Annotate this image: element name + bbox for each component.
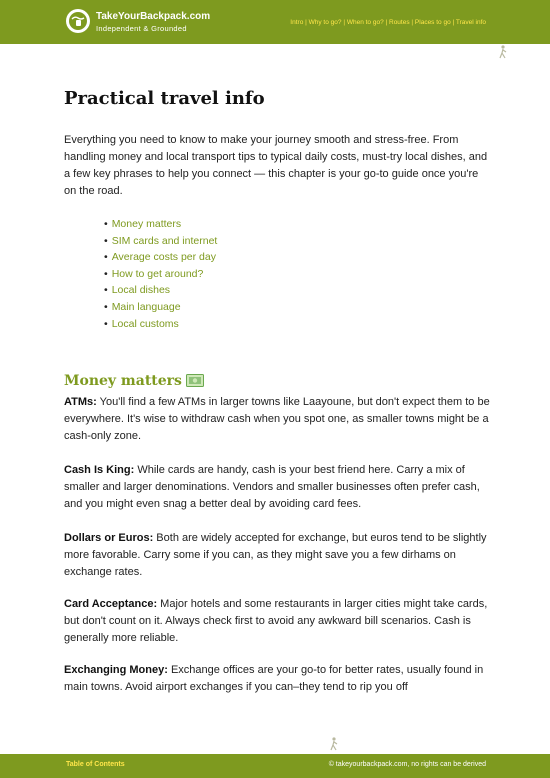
intro-paragraph: Everything you need to know to make your journey smooth and stress-free. From handling money and local transport tips to typical daily costs, must-try local dishes, and a few key phrases to help you connect — this chapter is your go-to guide once you're on the road. <box>64 134 488 197</box>
paragraph-text: Exchange offices are your go-to for better rates, usually found in main towns. Avoid airport exchanges if you can–they tend to rip you off <box>64 664 484 693</box>
paragraph-text: Major hotels and some restaurants in larger cities might take cards, but don't count on it. Always check first to avoid any awkward bill scenarios. Cash is generally more reliable. <box>64 598 488 644</box>
toc-item-label[interactable]: Average costs per day <box>111 251 216 264</box>
brand-name[interactable]: TakeYourBackpack.com <box>96 11 211 22</box>
toc-item-money-matters[interactable]: • Money matters <box>104 218 182 230</box>
nav-link-when-to-go[interactable]: When to go? <box>346 19 384 26</box>
paragraph-cash-is-king <box>64 462 490 512</box>
page-title: Practical travel info <box>64 88 265 109</box>
paragraph-label: Exchanging Money: <box>64 664 168 676</box>
nav-link-intro[interactable]: Intro <box>290 19 304 26</box>
paragraph-text: While cards are handy, cash is your best friend here. Carry a mix of smaller and larger denominations. Vendors and smaller businesses often prefer cash, and you might even snag a better deal by avoiding card fees. <box>64 464 480 510</box>
toc-item-local-dishes[interactable]: • Local dishes <box>104 284 171 297</box>
toc-item-getting-around[interactable]: • How to get around? <box>104 267 204 280</box>
toc-item-sim-cards[interactable]: • SIM cards and internet <box>104 234 218 247</box>
paragraph-exchanging-money <box>64 662 490 696</box>
toc-item-label[interactable]: Local dishes <box>111 284 171 297</box>
paragraph-atms <box>64 394 490 444</box>
paragraph-label: Dollars or Euros: <box>64 532 154 544</box>
toc-item-local-customs[interactable]: • Local customs <box>104 317 179 330</box>
nav-link-travel-info[interactable]: Travel info <box>455 19 486 26</box>
nav-link-routes[interactable]: Routes <box>389 19 410 26</box>
paragraph-label: Cash Is King: <box>64 464 135 476</box>
paragraph-text: Both are widely accepted for exchange, but euros tend to be slightly more favorable. Carry some if you can, as they might save you a few dirhams on exchange rates. <box>64 532 487 578</box>
toc-item-label[interactable]: SIM cards and internet <box>111 234 218 247</box>
toc-item-label[interactable]: Money matters <box>111 218 182 230</box>
paragraph-label: Card Acceptance: <box>64 598 158 610</box>
paragraph-dollars-or-euros <box>64 530 490 580</box>
paragraph-label: ATMs: <box>64 396 97 408</box>
money-icon <box>186 374 204 391</box>
chapter-toc-list <box>104 216 217 332</box>
toc-item-label[interactable]: How to get around? <box>111 267 204 280</box>
toc-item-label[interactable]: Main language <box>111 300 181 313</box>
section-heading <box>64 373 204 391</box>
nav-link-places-to-go[interactable]: Places to go <box>414 19 451 26</box>
paragraph-card-acceptance <box>64 596 490 646</box>
top-navigation: Intro | Why to go? | When to go? | Routes | Places to go | Travel info <box>290 19 486 26</box>
table-of-contents-link[interactable]: Table of Contents <box>66 761 125 768</box>
page-header <box>0 0 550 44</box>
nav-link-why-to-go[interactable]: Why to go? <box>308 19 342 26</box>
paragraph-text: You'll find a few ATMs in larger towns like Laayoune, but don't expect them to be everywhere. It's wise to withdraw cash when you spot one, as smaller towns might be a cash-only zone. <box>64 396 490 442</box>
hiker-icon <box>498 45 508 64</box>
copyright-text: © takeyourbackpack.com, no rights can be derived <box>328 761 486 768</box>
brand-tagline: Independent & Grounded <box>96 24 187 33</box>
page-footer <box>0 754 550 778</box>
globe-backpack-icon[interactable] <box>66 9 90 33</box>
toc-item-main-language[interactable]: • Main language <box>104 300 181 313</box>
section-title: Money matters <box>64 373 182 389</box>
toc-item-average-costs[interactable]: • Average costs per day <box>104 251 216 264</box>
toc-item-label[interactable]: Local customs <box>111 317 179 330</box>
